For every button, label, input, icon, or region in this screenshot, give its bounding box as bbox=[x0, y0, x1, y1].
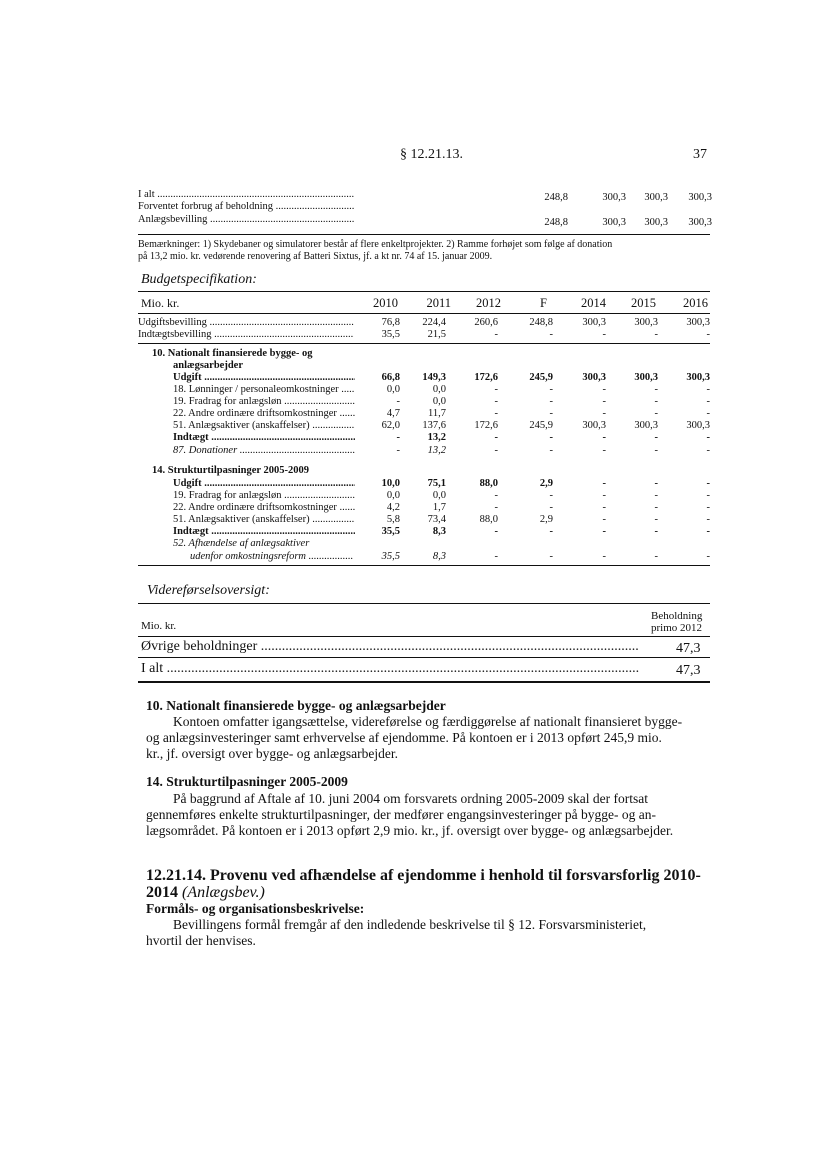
carryover-top-rule bbox=[138, 603, 710, 604]
section-header: § 12.21.13. bbox=[400, 147, 463, 162]
budget-cell: - bbox=[706, 514, 710, 525]
summary-cell: 300,3 bbox=[644, 192, 668, 203]
budget-cell: - bbox=[602, 432, 606, 443]
budget-row-label: Indtægtsbevilling ..... bbox=[138, 329, 354, 341]
budget-cell: - bbox=[494, 384, 498, 395]
budget-cell: 66,8 bbox=[381, 372, 400, 383]
budget-cell: - bbox=[654, 396, 658, 407]
budget-cell: 300,3 bbox=[582, 372, 606, 383]
summary-divider bbox=[138, 234, 710, 235]
budget-cell: - bbox=[706, 502, 710, 513]
budget-cell: 11,7 bbox=[428, 408, 446, 419]
budget-cell: 73,4 bbox=[427, 514, 446, 525]
section-10-line-3: kr., jf. oversigt over bygge- og anlægsarbejder. bbox=[146, 746, 398, 761]
budget-col-header: 2010 bbox=[373, 296, 398, 310]
budget-cell: 0,0 bbox=[386, 384, 400, 395]
budget-cell: 248,8 bbox=[529, 317, 553, 328]
carryover-mid-rule bbox=[138, 657, 710, 658]
budget-row-label: 22. Andre ordinære driftsomkostninger ..... bbox=[173, 408, 355, 420]
section-12-21-14-type: (Anlægsbev.) bbox=[182, 884, 265, 901]
budget-cell: - bbox=[706, 384, 710, 395]
budget-cell: 245,9 bbox=[529, 372, 553, 383]
budget-cell: - bbox=[549, 490, 553, 501]
budget-group-heading: anlægsarbejder bbox=[173, 360, 243, 371]
budget-col-header: F bbox=[540, 296, 547, 310]
section-12-21-14-line-2: hvortil der henvises. bbox=[146, 933, 256, 948]
budget-cell: 300,3 bbox=[686, 372, 710, 383]
budget-cell: 0,0 bbox=[432, 396, 446, 407]
budget-cell: - bbox=[654, 551, 658, 562]
budget-header-rule bbox=[138, 313, 710, 314]
budget-cell: 62,0 bbox=[381, 420, 400, 431]
budget-row-label: Udgift ..... bbox=[173, 478, 355, 490]
budget-cell: - bbox=[602, 396, 606, 407]
remarks-line-1: Bemærkninger: 1) Skydebaner og simulatorer består af flere enkeltprojekter. 2) Ramme forhøjet som følge af donation bbox=[138, 239, 613, 250]
budget-cell: 8,3 bbox=[432, 526, 446, 537]
budget-cell: - bbox=[602, 445, 606, 456]
summary-row-label: I alt ..... bbox=[138, 189, 354, 201]
section-10-title: 10. Nationalt finansierede bygge- og anlægsarbejder bbox=[146, 698, 446, 713]
budget-cell: - bbox=[549, 384, 553, 395]
budget-cell: - bbox=[602, 526, 606, 537]
budget-cell: 0,0 bbox=[432, 384, 446, 395]
budget-cell: - bbox=[602, 514, 606, 525]
budget-cell: - bbox=[602, 329, 606, 340]
section-10-line-2: og anlægsinvesteringer samt erhvervelse af ejendomme. På kontoen er i 2013 opført 245,9 mio. bbox=[146, 730, 662, 745]
budget-cell: - bbox=[549, 329, 553, 340]
budget-cell: 4,7 bbox=[386, 408, 400, 419]
budget-cell: - bbox=[494, 329, 498, 340]
budget-cell: 1,7 bbox=[432, 502, 446, 513]
budget-cell: 0,0 bbox=[432, 490, 446, 501]
carryover-bottom-rule bbox=[138, 681, 710, 683]
budget-cell: 10,0 bbox=[381, 478, 400, 489]
budget-cell: - bbox=[654, 478, 658, 489]
budget-row-label: 22. Andre ordinære driftsomkostninger ..... bbox=[173, 502, 355, 514]
budget-cell: 35,5 bbox=[381, 551, 400, 562]
carryover-unit: Mio. kr. bbox=[141, 620, 177, 632]
budget-cell: 88,0 bbox=[479, 514, 498, 525]
budget-cell: 300,3 bbox=[634, 372, 658, 383]
budget-cell: - bbox=[549, 432, 553, 443]
budget-cell: 137,6 bbox=[422, 420, 446, 431]
budget-top-rule bbox=[138, 291, 710, 292]
budget-cell: 300,3 bbox=[582, 420, 606, 431]
section-14-line-2: gennemføres enkelte strukturtilpasninger, der medfører engangsinvesteringer på bygge- og an- bbox=[146, 807, 657, 822]
budget-cell: 13,2 bbox=[427, 445, 446, 456]
budget-cell: - bbox=[494, 551, 498, 562]
budget-title: Budgetspecifikation: bbox=[141, 272, 257, 287]
budget-cell: 300,3 bbox=[582, 317, 606, 328]
budget-cell: - bbox=[494, 502, 498, 513]
budget-col-header: 2014 bbox=[581, 296, 606, 310]
budget-cell: - bbox=[654, 445, 658, 456]
budget-row-label: Indtægt ..... bbox=[173, 432, 355, 444]
budget-col-header: 2012 bbox=[476, 296, 501, 310]
budget-col-header: 2011 bbox=[426, 296, 451, 310]
budget-cell: - bbox=[706, 329, 710, 340]
section-14-line-3: lægsområdet. På kontoen er i 2013 opført 2,9 mio. kr., jf. oversigt over bygge- og anlægsarbejder. bbox=[146, 823, 674, 838]
budget-row-label: 18. Lønninger / personaleomkostninger ..... bbox=[173, 384, 355, 396]
summary-row-label: Forventet forbrug af beholdning ..... bbox=[138, 201, 354, 213]
budget-cell: - bbox=[396, 432, 400, 443]
budget-col-header: 2015 bbox=[631, 296, 656, 310]
budget-bottom-rule bbox=[138, 565, 710, 566]
budget-cell: - bbox=[602, 502, 606, 513]
budget-cell: - bbox=[706, 490, 710, 501]
budget-cell: - bbox=[654, 329, 658, 340]
section-12-21-14-line-1: Bevillingens formål fremgår af den indledende beskrivelse til § 12. Forsvarsministeriet, bbox=[173, 917, 647, 932]
budget-cell: 2,9 bbox=[539, 514, 553, 525]
budget-cell: - bbox=[602, 408, 606, 419]
budget-cell: - bbox=[549, 502, 553, 513]
budget-row-label: 87. Donationer ..... bbox=[173, 445, 355, 457]
budget-cell: - bbox=[396, 445, 400, 456]
budget-cell: - bbox=[654, 432, 658, 443]
budget-cell: - bbox=[602, 551, 606, 562]
budget-cell: - bbox=[494, 526, 498, 537]
carryover-value-ovrige: 47,3 bbox=[676, 641, 701, 656]
budget-cell: 88,0 bbox=[479, 478, 498, 489]
summary-cell: 248,8 bbox=[544, 192, 568, 203]
carryover-row-ialt: I alt ..... bbox=[141, 661, 639, 677]
budget-cell: 224,4 bbox=[422, 317, 446, 328]
budget-unit: Mio. kr. bbox=[141, 296, 180, 310]
budget-cell: - bbox=[706, 396, 710, 407]
carryover-header-rule bbox=[138, 636, 710, 637]
summary-cell: 300,3 bbox=[602, 217, 626, 228]
budget-cell: 300,3 bbox=[634, 317, 658, 328]
section-14-line-1: På baggrund af Aftale af 10. juni 2004 om forsvarets ordning 2005-2009 skal der fortsat bbox=[173, 791, 649, 806]
budget-cell: 35,5 bbox=[381, 329, 400, 340]
budget-cell: - bbox=[654, 384, 658, 395]
budget-cell: - bbox=[549, 551, 553, 562]
budget-row-label: 51. Anlægsaktiver (anskaffelser) ..... bbox=[173, 514, 355, 526]
budget-cell: - bbox=[602, 478, 606, 489]
budget-cell: - bbox=[706, 445, 710, 456]
summary-cell: 248,8 bbox=[544, 217, 568, 228]
budget-row-label: 51. Anlægsaktiver (anskaffelser) ..... bbox=[173, 420, 355, 432]
section-12-21-14-title-1: 12.21.14. Provenu ved afhændelse af ejendomme i henhold til forsvarsforlig 2010- bbox=[146, 867, 701, 884]
budget-group-heading: 10. Nationalt finansierede bygge- og bbox=[152, 348, 313, 359]
section-12-21-14-year: 2014 bbox=[146, 884, 178, 901]
carryover-value-ialt: 47,3 bbox=[676, 663, 701, 678]
budget-cell: 172,6 bbox=[474, 372, 498, 383]
budget-cell: - bbox=[706, 551, 710, 562]
budget-cell: - bbox=[706, 526, 710, 537]
carryover-title: Videreførselsoversigt: bbox=[147, 583, 270, 598]
budget-cell: - bbox=[654, 514, 658, 525]
carryover-row-ovrige: Øvrige beholdninger ..... bbox=[141, 639, 639, 655]
budget-row-label: 19. Fradrag for anlægsløn ..... bbox=[173, 490, 355, 502]
budget-cell: - bbox=[494, 408, 498, 419]
budget-cell: - bbox=[494, 445, 498, 456]
budget-cell: 35,5 bbox=[381, 526, 400, 537]
section-12-21-14-subtitle: Formåls- og organisationsbeskrivelse: bbox=[146, 901, 365, 916]
budget-row-label: Udgift ..... bbox=[173, 372, 355, 384]
budget-row-label: Indtægt ..... bbox=[173, 526, 355, 538]
budget-cell: 149,3 bbox=[422, 372, 446, 383]
summary-cell: 300,3 bbox=[688, 192, 712, 203]
budget-cell: 260,6 bbox=[474, 317, 498, 328]
budget-row-label: udenfor omkostningsreform ..... bbox=[190, 551, 353, 563]
budget-cell: - bbox=[706, 478, 710, 489]
carryover-col-header-2: primo 2012 bbox=[651, 622, 703, 634]
summary-cell: 300,3 bbox=[688, 217, 712, 228]
budget-cell: 5,8 bbox=[386, 514, 400, 525]
budget-cell: 21,5 bbox=[427, 329, 446, 340]
budget-cell: 76,8 bbox=[381, 317, 400, 328]
page-number: 37 bbox=[693, 147, 707, 162]
budget-group-heading: 14. Strukturtilpasninger 2005-2009 bbox=[152, 465, 310, 476]
budget-cell: - bbox=[654, 408, 658, 419]
budget-cell: - bbox=[549, 526, 553, 537]
budget-cell: - bbox=[494, 490, 498, 501]
budget-col-header: 2016 bbox=[683, 296, 708, 310]
section-14-title: 14. Strukturtilpasninger 2005-2009 bbox=[146, 774, 348, 789]
budget-cell: - bbox=[654, 502, 658, 513]
budget-cell: - bbox=[602, 384, 606, 395]
budget-row-label: 19. Fradrag for anlægsløn ..... bbox=[173, 396, 355, 408]
budget-top-rows-rule bbox=[138, 343, 710, 344]
summary-cell: 300,3 bbox=[644, 217, 668, 228]
carryover-col-header-1: Beholdning bbox=[651, 610, 703, 622]
budget-cell: - bbox=[654, 526, 658, 537]
budget-cell: 300,3 bbox=[686, 317, 710, 328]
summary-cell: 300,3 bbox=[602, 192, 626, 203]
budget-cell: 4,2 bbox=[386, 502, 400, 513]
budget-cell: - bbox=[494, 432, 498, 443]
budget-cell: - bbox=[396, 396, 400, 407]
budget-cell: - bbox=[706, 432, 710, 443]
budget-cell: 300,3 bbox=[686, 420, 710, 431]
budget-cell: 0,0 bbox=[386, 490, 400, 501]
budget-cell: - bbox=[494, 396, 498, 407]
budget-cell: 300,3 bbox=[634, 420, 658, 431]
budget-cell: - bbox=[549, 408, 553, 419]
budget-cell: - bbox=[602, 490, 606, 501]
budget-cell: - bbox=[549, 445, 553, 456]
budget-cell: - bbox=[654, 490, 658, 501]
summary-row-label: Anlægsbevilling ..... bbox=[138, 214, 354, 226]
budget-cell: 2,9 bbox=[539, 478, 553, 489]
budget-row-label: 52. Afhændelse af anlægsaktiver bbox=[173, 538, 310, 549]
budget-cell: 13,2 bbox=[427, 432, 446, 443]
budget-cell: - bbox=[549, 396, 553, 407]
budget-row-label: Udgiftsbevilling ..... bbox=[138, 317, 354, 329]
budget-cell: 172,6 bbox=[474, 420, 498, 431]
budget-cell: 75,1 bbox=[427, 478, 446, 489]
remarks-line-2: på 13,2 mio. kr. vedørende renovering af Batteri Sixtus, jf. a kt nr. 74 af 15. januar 2009. bbox=[138, 251, 493, 262]
section-10-line-1: Kontoen omfatter igangsættelse, videreførelse og færdiggørelse af nationalt finansieret bygge- bbox=[173, 714, 683, 729]
budget-cell: 245,9 bbox=[529, 420, 553, 431]
budget-cell: - bbox=[706, 408, 710, 419]
budget-cell: 8,3 bbox=[432, 551, 446, 562]
